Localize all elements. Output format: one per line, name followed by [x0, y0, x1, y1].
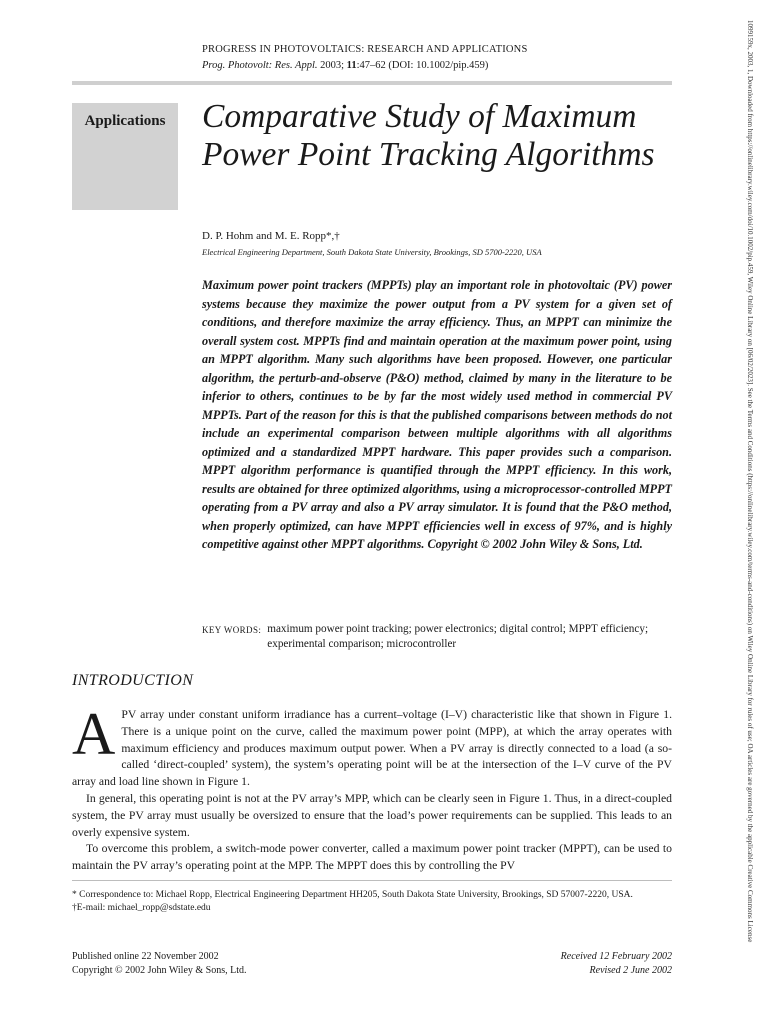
published-online: Published online 22 November 2002: [72, 951, 219, 962]
revised-date: Revised 2 June 2002: [589, 964, 672, 976]
journal-name: PROGRESS IN PHOTOVOLTAICS: RESEARCH AND APPLICATIONS: [202, 44, 528, 55]
section-label: Applications: [84, 113, 166, 129]
introduction-heading: INTRODUCTION: [72, 672, 194, 689]
journal-header: [202, 43, 682, 73]
abstract: Maximum power point trackers (MPPTs) play an important role in photovoltaic (PV) power systems because they maximize the power output from a PV system for a given set of conditions, and therefore maximize the array efficiency. Thus, an MPPT can minimize the overall system cost. MPPTs find and maintain operation at the maximum power point, using an MPPT algorithm. Many such algorithms have been proposed. However, one particular algorithm, the perturb-and-observe (P&O) method, claimed by many in the literature to be inferior to others, continues to be by far the most widely used method in commercial PV MPPTs. Part of the reason for this is that the published comparisons between methods do not include an experimental comparison between multiple algorithms with all algorithms optimized and a standardized MPPT hardware. This paper provides such a comparison. MPPT algorithm performance is quantified through the MPPT efficiency. In this work, results are obtained for three optimized algorithms, using a microprocessor-controlled MPPT operating from a PV array and also a PV array simulator. It is found that the P&O method, when properly optimized, can have MPPT efficiencies well in excess of 97%, and is highly competitive against other MPPT algorithms. Copyright © 2002 John Wiley & Sons, Ltd.: [202, 278, 672, 551]
download-notice: 1099159x, 2003, 1, Downloaded from https://onlinelibrary.wiley.com/doi/10.1002/pip.459, Wiley Online Library on [06/02/2023]. See the Terms and Conditions (https://onlinelibrary.wiley.com/terms-and-conditions) on Wiley Online Library for rules of use; OA articles are governed by the applicable Creative Commons License: [746, 20, 754, 943]
article-title: Comparative Study of Maximum Power Point Tracking Algorithms: [202, 98, 655, 173]
footnote-divider: [72, 880, 672, 881]
author-affiliation: Electrical Engineering Department, South Dakota State University, Brookings, SD 5700-2220, USA: [202, 247, 542, 257]
intro-paragraph-1: [72, 701, 672, 791]
journal-citation: [202, 59, 682, 73]
keywords: [202, 622, 672, 652]
introduction-body: [72, 701, 672, 875]
publication-info: [72, 950, 247, 977]
article-authors: D. P. Hohm and M. E. Ropp*,†: [202, 230, 340, 242]
footnote-email: †E-mail: michael_ropp@sdstate.edu: [72, 903, 211, 913]
keywords-label: KEY WORDS:: [202, 625, 262, 635]
copyright-line: Copyright © 2002 John Wiley & Sons, Ltd.: [72, 964, 247, 976]
publication-dates: [561, 950, 672, 977]
section-label-box: [72, 103, 178, 210]
header-divider: [72, 81, 672, 85]
intro-paragraph-1-text: PV array under constant uniform irradiance has a current–voltage (I–V) characteristic like that shown in Figure 1. There is a unique point on the curve, called the maximum power point (MPP), at which the array operates with maximum efficiency and produces maximum output power. When a PV array is directly connected to a load (a so-called ‘direct-coupled’ system), the system’s operating point will be at the intersection of the I–V curve of the PV array and load line shown in Figure 1.: [72, 708, 672, 789]
citation-journal: Prog. Photovolt: Res. Appl.: [202, 60, 318, 71]
intro-paragraph-2: In general, this operating point is not at the PV array’s MPP, which can be clearly seen in Figure 1. Thus, in a direct-coupled system, the PV array must usually be oversized to ensure that the load’s power requirements can be supplied. This leads to an overly expensive system.: [72, 791, 672, 839]
citation-volume: 11: [346, 60, 357, 71]
footnote-correspondence: * Correspondence to: Michael Ropp, Electrical Engineering Department HH205, South Dakota State University, Brookings, SD 57007-2220, USA.: [72, 890, 633, 900]
intro-paragraph-3: To overcome this problem, a switch-mode power converter, called a maximum power point tracker (MPPT), can be used to maintain the PV array’s operating point at the MPP. The MPPT does this by controlling the PV: [72, 842, 672, 873]
footnotes: [72, 889, 672, 915]
citation-year: 2003;: [320, 60, 345, 71]
keywords-text: maximum power point tracking; power electronics; digital control; MPPT efficiency; experimental comparison; microcontroller: [267, 623, 649, 650]
drop-cap: A: [72, 701, 116, 767]
received-date: Received 12 February 2002: [560, 951, 672, 962]
citation-rest: :47–62 (DOI: 10.1002/pip.459): [356, 60, 489, 71]
